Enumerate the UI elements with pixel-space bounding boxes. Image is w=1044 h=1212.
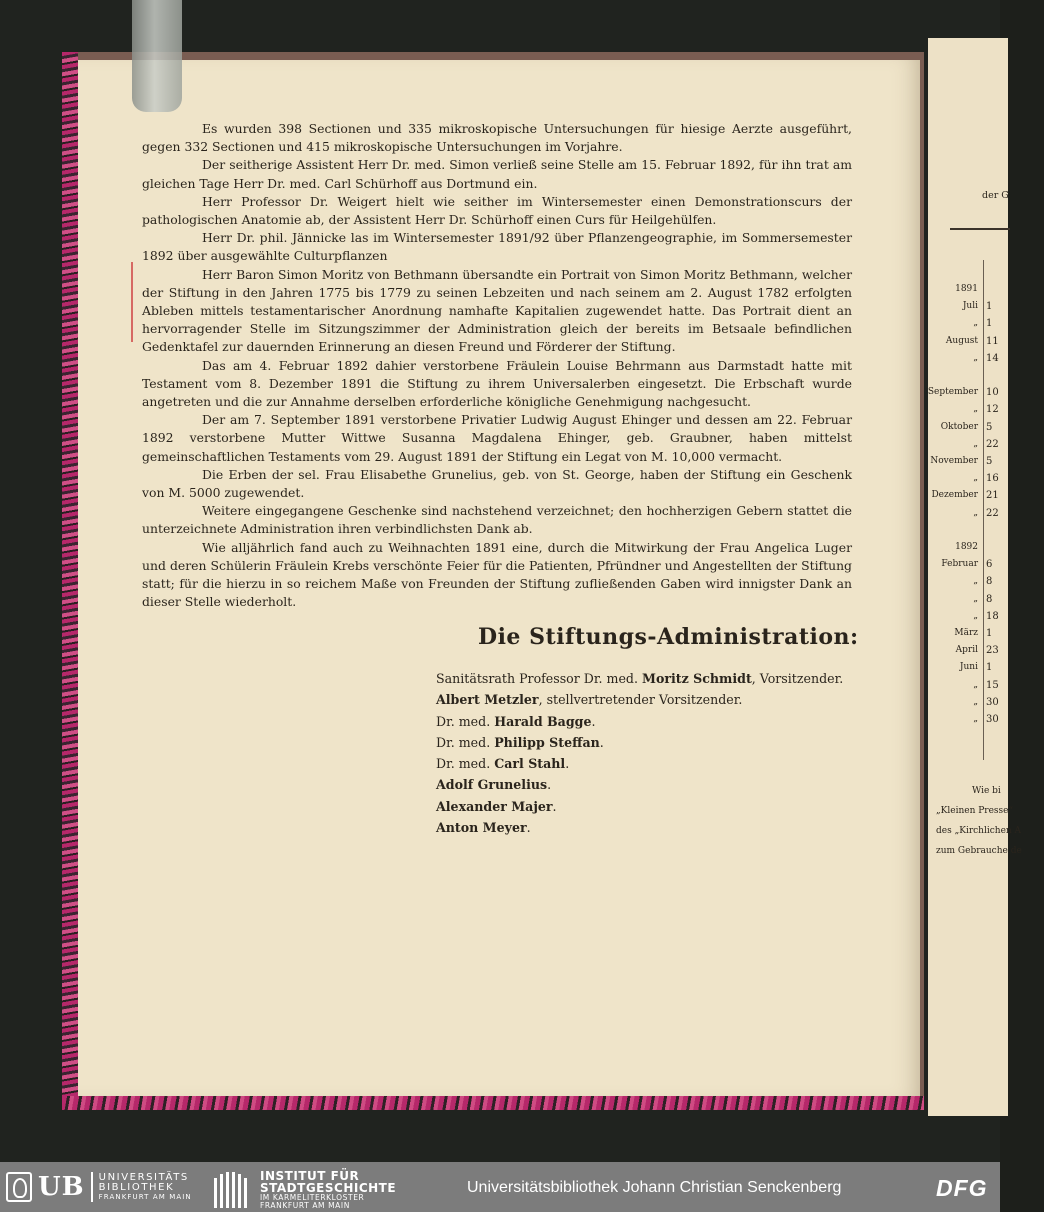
library-name: Universitätsbibliothek Johann Christian Senckenberg — [467, 1179, 842, 1196]
signatory-name: Carl Stahl — [494, 756, 566, 772]
ub-seal-icon — [6, 1172, 32, 1202]
row-month: „ — [973, 507, 978, 518]
row-month: Dezember — [931, 490, 978, 501]
row-day: 16 — [986, 473, 999, 485]
table-row — [928, 353, 1000, 367]
row-month: „ — [973, 318, 978, 329]
table-row — [928, 336, 1000, 350]
paragraph: Herr Professor Dr. Weigert hielt wie seither im Wintersemester einen Demonstrationscurs der pathologischen Anatomie ab, der Assistent Herr Dr. Schürhoff einen Curs für Heilgehülfen. — [142, 193, 852, 228]
ub-name — [99, 1173, 192, 1201]
isg-name — [260, 1170, 396, 1210]
footnote-line: des „Kirchlichen A — [936, 826, 1022, 836]
signatory-prefix: Dr. med. — [436, 756, 495, 772]
row-day: 1 — [986, 628, 993, 639]
paragraph: Das am 4. Februar 1892 dahier verstorbene Fräulein Louise Behrmann aus Darmstadt hatte mit Testament vom 8. Dezember 1891 die Stiftung zu ihrem Universalerben eingesetzt. Die Erbschaft wurde angetreten und die zur Annahme derselben erforderliche königliche Genehmigung nachgesucht. — [142, 357, 852, 410]
signatory-suffix: . — [599, 734, 604, 750]
signatory-name: Moritz Schmidt — [642, 671, 752, 686]
signatory — [436, 668, 843, 689]
table-row — [928, 645, 1000, 659]
row-month: „ — [973, 576, 978, 587]
pencil-margin-mark — [131, 262, 133, 342]
signatory-suffix: . — [547, 777, 552, 793]
row-day: 15 — [986, 679, 999, 691]
row-month: Februar — [941, 559, 978, 570]
row-day: 14 — [986, 352, 999, 364]
table-row — [928, 594, 1000, 608]
signatory-name: Albert Metzler — [436, 692, 539, 708]
body-text — [142, 120, 852, 611]
row-day: 12 — [986, 404, 999, 416]
isg-line: FRANKFURT AM MAIN — [260, 1201, 350, 1210]
row-day: 1 — [986, 662, 993, 674]
signatory-suffix: . — [591, 713, 596, 729]
isg-line: STADTGESCHICHTE — [260, 1181, 397, 1195]
table-row — [928, 422, 1000, 436]
ub-line: UNIVERSITÄTS — [98, 1172, 189, 1183]
table-row — [928, 576, 1000, 590]
paragraph: Herr Baron Simon Moritz von Bethmann übersandte ein Portrait von Simon Moritz Bethmann, welcher der Stiftung in den Jahren 1775 bis 1779 zu seinen Lebzeiten und nach seinem am 2. August 1782 erfolgten Ableben mittels testamentarischer Anordnung namhafte Kapitalien zugewendet hatte. Das Portrait dient an hervorragender Stelle im Sitzungszimmer der Administration gleich der bereits im Betsaale befindlichen Gedenktafel zur dauernden Erinnerung an diesen Freund und Förderer der Stiftung. — [142, 266, 852, 355]
table-row — [928, 680, 1000, 694]
footnote-line: zum Gebrauche de — [936, 846, 1022, 856]
isg-columns-icon — [212, 1172, 252, 1208]
signatory — [436, 689, 843, 710]
row-month: „ — [973, 473, 978, 484]
ub-line: FRANKFURT AM MAIN — [98, 1193, 192, 1201]
paragraph: Der am 7. September 1891 verstorbene Privatier Ludwig August Ehinger und dessen am 22. Februar 1892 verstorbene Mutter Wittwe Susanna Magdalena Ehinger, geb. Graubner, haben mittelst gemeinschaftlichen Testaments vom 29. August 1891 der Stiftung ein Legat von M. 10,000 vermacht. — [142, 412, 852, 464]
signatory-name: Harald Bagge — [494, 713, 592, 729]
signatory-name: Alexander Majer — [436, 798, 553, 814]
row-day: 10 — [986, 387, 999, 399]
signatory-prefix: Dr. med. — [436, 734, 495, 750]
isg-line: IM KARMELITERKLOSTER — [260, 1193, 365, 1202]
paragraph: Die Erben der sel. Frau Elisabethe Grunelius, geb. von St. George, haben der Stiftung ein Geschenk von M. 5000 zugewendet. — [142, 466, 852, 501]
row-day: 21 — [986, 490, 999, 502]
row-day: 23 — [986, 645, 999, 657]
ub-line: BIBLIOTHEK — [98, 1182, 175, 1193]
table-row — [928, 525, 1000, 539]
table-row — [928, 628, 1000, 642]
row-day: 8 — [986, 576, 993, 588]
row-month: September — [927, 387, 978, 398]
table-row — [928, 508, 1000, 522]
table-header-fragment: der G — [982, 190, 1009, 201]
table-row — [928, 370, 1000, 384]
row-day: 30 — [986, 714, 999, 725]
signatory — [436, 711, 843, 732]
row-month: April — [955, 645, 978, 656]
table-row — [928, 611, 1000, 625]
row-day: 1 — [986, 301, 993, 313]
row-month: „ — [973, 610, 978, 621]
table-row — [928, 404, 1000, 418]
paragraph: Der seitherige Assistent Herr Dr. med. Simon verließ seine Stelle am 15. Februar 1892, für ihn trat am gleichen Tage Herr Dr. med. Carl Schürhoff aus Dortmund ein. — [142, 157, 852, 191]
row-day: 22 — [986, 438, 999, 450]
paragraph: Wie alljährlich fand auch zu Weihnachten 1891 eine, durch die Mitwirkung der Frau Angelica Luger und deren Schülerin Fräulein Krebs verschönte Feier für die Patienten, Pfründner und Angestellten der Stiftung statt; für die hierzu in so reichem Maße von Freunden der Stiftung zufließenden Gaben wird innigster Dank an dieser Stelle wiederholt. — [142, 539, 852, 610]
row-month: März — [954, 628, 978, 638]
bookmark-strip — [132, 0, 182, 112]
row-month: Juli — [962, 301, 978, 312]
signatory-prefix: Dr. med. — [436, 713, 495, 729]
signatory-suffix: . — [526, 820, 531, 836]
viewer-footer — [0, 1162, 1000, 1212]
table-row — [928, 662, 1000, 676]
row-month: „ — [973, 714, 978, 724]
table-row — [928, 387, 1000, 401]
signatory — [436, 732, 843, 753]
row-day: 5 — [986, 421, 993, 433]
ub-letters: UB — [38, 1172, 85, 1202]
row-day: 1 — [986, 318, 993, 330]
header-rule — [950, 228, 1010, 230]
dfg-logo[interactable]: DFG — [936, 1175, 988, 1201]
row-month: 1891 — [955, 284, 978, 294]
signatory-name: Adolf Grunelius — [436, 777, 548, 793]
signatory — [436, 774, 843, 795]
row-day: 5 — [986, 456, 993, 467]
row-month: „ — [973, 438, 978, 449]
table-row — [928, 714, 1000, 728]
row-day: 30 — [986, 696, 999, 708]
table-row — [928, 284, 1000, 298]
signatory-suffix: . — [565, 756, 570, 772]
row-month: „ — [973, 593, 978, 604]
divider — [91, 1172, 93, 1202]
table-row — [928, 490, 1000, 504]
signatory — [436, 796, 843, 817]
marbled-bottom-edge — [62, 1096, 924, 1110]
signatory — [436, 817, 843, 838]
row-month: August — [945, 335, 978, 346]
table-row — [928, 439, 1000, 453]
signatory — [436, 753, 843, 774]
isg-line: INSTITUT FÜR — [260, 1169, 360, 1183]
paragraph: Es wurden 398 Sectionen und 335 mikroskopische Untersuchungen für hiesige Aerzte ausgeführt, gegen 332 Sectionen und 415 mikroskopische Untersuchungen im Vorjahre. — [142, 121, 852, 155]
signatory-suffix: , Vorsitzender. — [751, 671, 844, 686]
table-row — [928, 697, 1000, 711]
footnote-line: Wie bi — [972, 786, 1001, 796]
row-month: 1892 — [955, 542, 978, 552]
marbled-edge — [62, 52, 78, 1110]
row-month: „ — [973, 352, 978, 363]
table-row — [928, 318, 1000, 332]
signatory-suffix: . — [552, 798, 557, 814]
table-row — [928, 542, 1000, 556]
paragraph: Weitere eingegangene Geschenke sind nachstehend verzeichnet; den hochherzigen Gebern stattet die unterzeichnete Administration ihren verbindlichsten Dank ab. — [142, 503, 852, 537]
row-day: 8 — [986, 593, 993, 605]
paragraph: Herr Dr. phil. Jännicke las im Wintersemester 1891/92 über Pflanzengeographie, im Sommersemester 1892 über ausgewählte Culturpflanzen — [142, 230, 852, 264]
row-day: 6 — [986, 559, 993, 571]
footnote-line: „Kleinen Presse“ — [936, 806, 1014, 816]
table-row — [928, 301, 1000, 315]
row-day: 11 — [986, 335, 999, 347]
row-month: „ — [973, 679, 978, 690]
signatory-prefix: Sanitätsrath Professor Dr. med. — [436, 671, 642, 686]
row-month: „ — [973, 404, 978, 415]
ub-logo-block[interactable] — [6, 1173, 192, 1201]
row-month: Juni — [959, 662, 978, 673]
row-day: 22 — [986, 507, 999, 519]
signatory-name: Anton Meyer — [436, 820, 527, 836]
row-month: Oktober — [940, 421, 978, 432]
table-row — [928, 456, 1000, 470]
row-month: „ — [973, 696, 978, 707]
signatory-name: Philipp Steffan — [494, 734, 600, 750]
isg-logo-block[interactable] — [212, 1170, 396, 1210]
table-row — [928, 559, 1000, 573]
row-month: November — [930, 456, 978, 466]
signatory-list — [436, 668, 843, 838]
table-row — [928, 473, 1000, 487]
signatory-suffix: , stellvertretender Vorsitzender. — [538, 692, 743, 708]
signature-title: Die Stiftungs-Administration: — [478, 624, 859, 650]
row-day: 18 — [986, 610, 999, 622]
